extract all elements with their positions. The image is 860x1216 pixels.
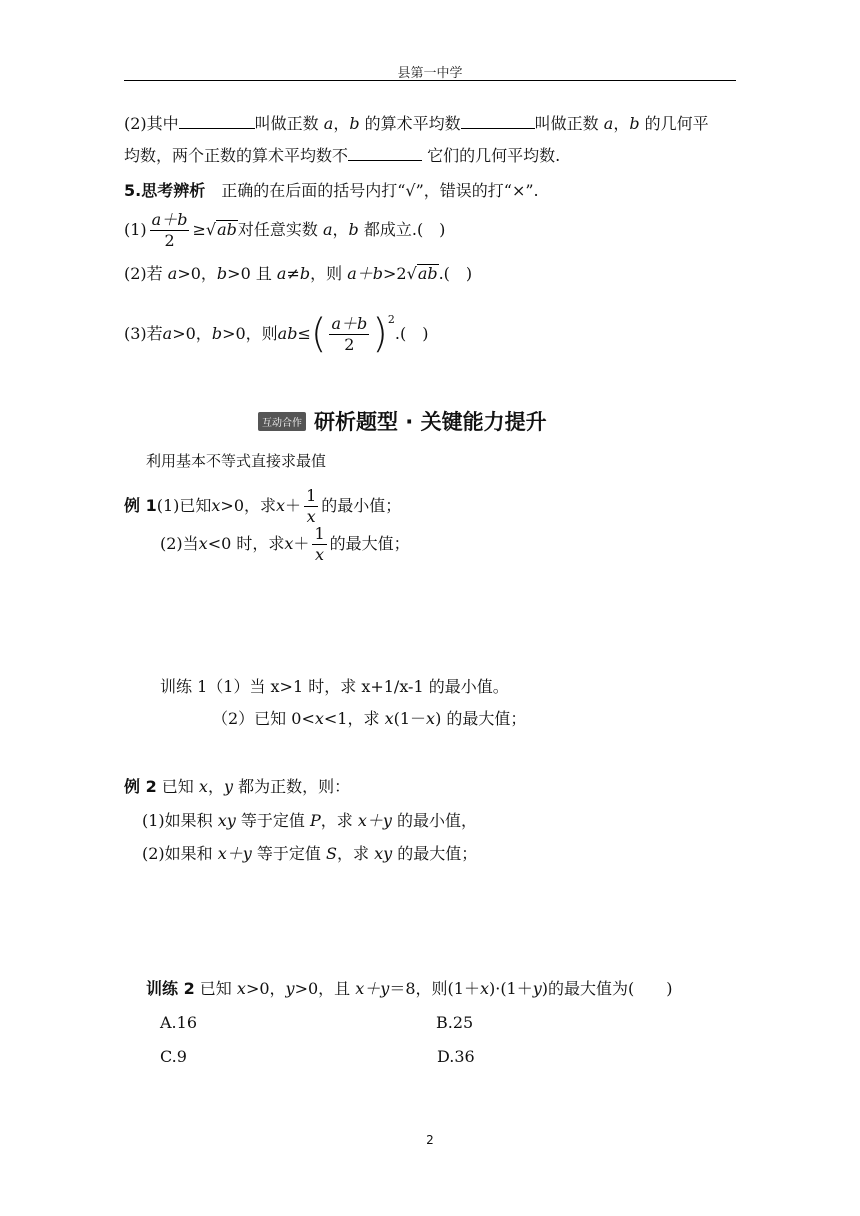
text: (1)如果积 (142, 811, 218, 830)
numerator: a＋b (331, 313, 368, 333)
text: 已知 (194, 979, 237, 998)
text: >0，求 (220, 496, 277, 515)
var-x: x (426, 709, 436, 728)
product-xy: xy (217, 811, 236, 830)
plus-symbol: ＋ (285, 496, 302, 515)
var-b: b (299, 264, 311, 283)
text: (1－ (393, 709, 427, 728)
product-ab: ab (277, 324, 298, 343)
radicand: ab (417, 264, 438, 283)
think-label: 5.思考辨析 (124, 181, 206, 200)
page-header: 县第一中学 (397, 66, 463, 81)
var-x: x (211, 496, 221, 515)
var-x: x (276, 496, 286, 515)
answer-paren[interactable]: .( ) (394, 324, 429, 343)
var-x: x (198, 777, 208, 796)
var-s: S (326, 844, 337, 863)
text: ) 的最大值； (435, 709, 527, 728)
var-a: a (167, 264, 178, 283)
var-p: P (310, 811, 321, 830)
fraction (304, 486, 318, 527)
le-symbol: ≤ (297, 324, 311, 343)
text: 的算术平均数 (359, 114, 461, 133)
answer-blank[interactable] (461, 112, 535, 129)
var-x: x (384, 709, 394, 728)
var-b: b (349, 114, 360, 133)
item-prefix: (2)若 (124, 264, 168, 283)
judge-1 (124, 210, 445, 251)
radicand: ab (217, 220, 237, 239)
option-c[interactable]: C.9 (160, 1047, 187, 1066)
left-paren-icon: ( (310, 311, 327, 357)
text: 的几何平 (639, 114, 709, 133)
text: >0，且 (294, 979, 356, 998)
example-2-intro (124, 776, 350, 798)
example-label: 例 2 (124, 777, 157, 796)
sum-expr: x＋y (357, 811, 392, 830)
option-a[interactable]: A.16 (160, 1013, 197, 1032)
page-number: 2 (426, 1133, 434, 1147)
text: ， (332, 220, 349, 239)
plus-symbol: ＋ (293, 534, 310, 553)
text: (2)如果和 (142, 844, 218, 863)
sum-expr: x＋y (355, 979, 390, 998)
text: >0， (172, 324, 212, 343)
var-a: a (323, 114, 334, 133)
text: （2）已知 0< (212, 709, 315, 728)
think-heading (124, 180, 539, 202)
text: 叫做正数 (254, 114, 324, 133)
var-y: y (223, 777, 233, 796)
text: 的最大值； (329, 534, 410, 553)
var-a: a (322, 220, 333, 239)
denominator: 2 (344, 334, 355, 354)
example-label: 例 1 (124, 496, 157, 515)
exponent: 2 (387, 313, 395, 326)
text: ，则 (310, 264, 348, 283)
section-heading (258, 406, 547, 436)
text: ， (333, 114, 350, 133)
think-text: 正确的在后面的括号内打“√”，错误的打“×”. (205, 181, 539, 200)
sum-expr: x＋y (217, 844, 252, 863)
text: 等于定值 (235, 811, 311, 830)
var-a: a (276, 264, 287, 283)
answer-paren[interactable]: 都成立.( ) (358, 220, 446, 239)
sqrt-icon: √ (406, 264, 417, 283)
training-1-line-1: 训练 1（1）当 x>1 时，求 x+1/x-1 的最小值。 (160, 677, 509, 696)
var-b: b (216, 264, 228, 283)
text: >0， (177, 264, 217, 283)
example-2-part-2 (142, 843, 477, 865)
text: (1)已知 (156, 496, 212, 515)
answer-paren[interactable]: )的最大值为( ) (541, 979, 673, 998)
text: ， (207, 777, 224, 796)
text: ， (613, 114, 630, 133)
training-label: 训练 2 (146, 979, 195, 998)
text: ，求 (337, 844, 375, 863)
topic-title: 利用基本不等式直接求最值 (146, 452, 327, 470)
item-prefix: (3)若 (124, 324, 163, 343)
text: <1，求 (323, 709, 385, 728)
option-b[interactable]: B.25 (436, 1013, 474, 1032)
training-2-question (146, 978, 673, 1000)
right-paren-icon: ) (372, 311, 388, 357)
fraction (329, 314, 369, 355)
var-b: b (629, 114, 640, 133)
var-x: x (198, 534, 208, 553)
judge-2 (124, 263, 472, 285)
var-x: x (479, 979, 489, 998)
text: ，求 (320, 811, 358, 830)
denominator: x (315, 544, 325, 564)
text: 已知 (156, 777, 199, 796)
numerator: a＋b (151, 210, 188, 229)
sqrt-icon: √ (205, 220, 217, 239)
fraction (150, 210, 190, 251)
var-x: x (314, 709, 324, 728)
text: (2)当 (160, 534, 199, 553)
text: 等于定值 (251, 844, 327, 863)
numerator: 1 (306, 485, 317, 505)
section-title: 研析题型 · 关键能力提升 (314, 410, 547, 434)
text: 都为正数，则： (233, 777, 351, 796)
text: >0， (245, 979, 286, 998)
judge-3 (124, 312, 428, 356)
var-b: b (348, 220, 359, 239)
var-x: x (284, 534, 294, 553)
var-y: y (532, 979, 542, 998)
text: 均数，两个正数的算术平均数不 (124, 146, 349, 165)
product-xy: xy (374, 844, 393, 863)
text: 它们的几何平均数. (422, 146, 561, 165)
section-badge: 互动合作 (258, 412, 306, 431)
option-d[interactable]: D.36 (437, 1047, 475, 1066)
var-x: x (236, 979, 246, 998)
example-1-part-2 (160, 522, 410, 566)
var-b: b (211, 324, 223, 343)
text: 对任意实数 (237, 220, 323, 239)
text: (2)其中 (124, 114, 179, 133)
text: 的最小值， (391, 811, 478, 830)
answer-paren[interactable]: .( ) (438, 264, 473, 283)
neq-symbol: ≠ (286, 264, 300, 283)
numerator: 1 (314, 523, 325, 543)
text: 的最大值； (392, 844, 478, 863)
answer-blank[interactable] (348, 144, 422, 161)
text: ＝8，则(1＋ (389, 979, 480, 998)
sum-expr: a＋b (347, 264, 384, 283)
text: <0 时，求 (207, 534, 285, 553)
answer-blank[interactable] (179, 112, 255, 129)
fraction (312, 524, 326, 565)
var-a: a (162, 324, 173, 343)
ge-symbol: ≥ (192, 220, 206, 239)
text: 叫做正数 (534, 114, 604, 133)
denominator: 2 (164, 231, 175, 250)
training-1-line-2 (212, 708, 526, 730)
text: >2 (383, 264, 407, 283)
question-2-line-1 (124, 112, 709, 135)
item-prefix: (1) (124, 220, 147, 239)
text: >0，则 (222, 324, 278, 343)
var-y: y (285, 979, 295, 998)
denominator: x (306, 506, 316, 526)
text: >0 且 (227, 264, 277, 283)
text: )·(1＋ (488, 979, 533, 998)
question-2-line-2 (124, 144, 560, 167)
text: 的最小值； (321, 496, 402, 515)
example-2-part-1 (142, 810, 477, 832)
header-rule (124, 80, 736, 81)
var-a: a (603, 114, 614, 133)
